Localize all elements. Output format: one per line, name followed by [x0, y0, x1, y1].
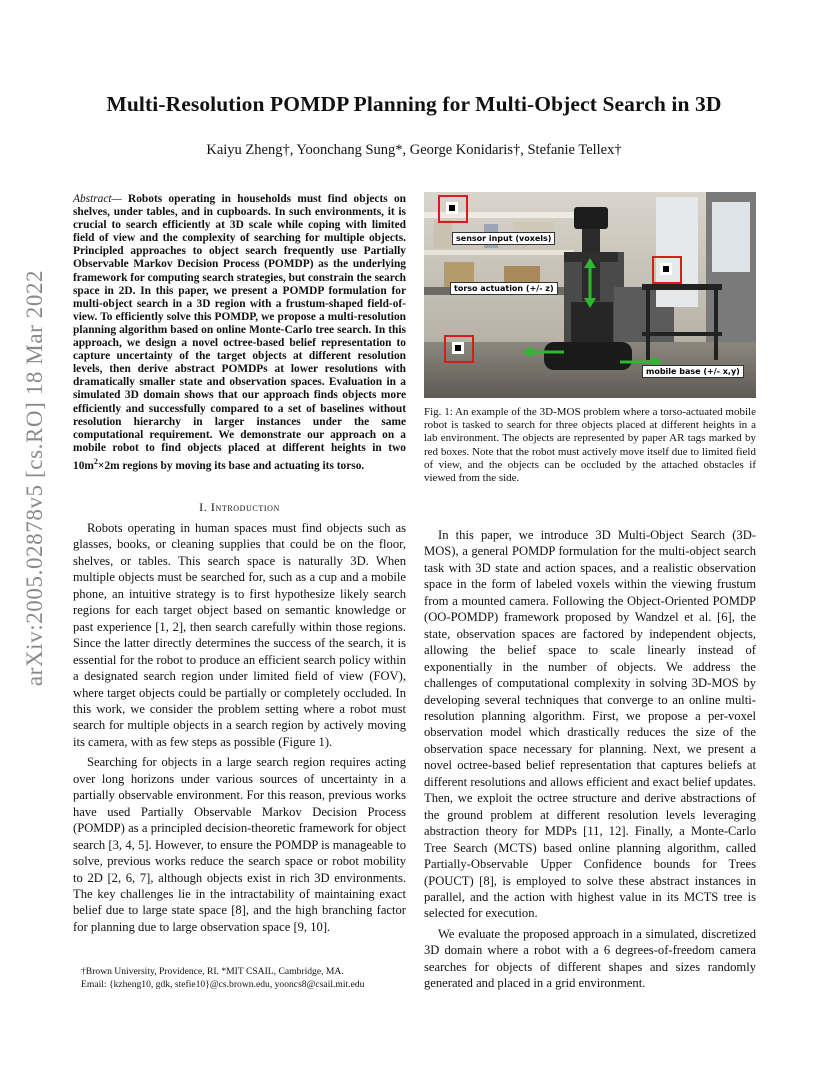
abstract-tail: ×2m regions by moving its base and actuating its torso.	[97, 459, 365, 472]
paper-authors: Kaiyu Zheng†, Yoonchang Sung*, George Konidaris†, Stefanie Tellex†	[206, 142, 622, 158]
paper-title: Multi-Resolution POMDP Planning for Multi-Object Search in 3D	[106, 92, 722, 116]
right-paragraph-1: In this paper, we introduce 3D Multi-Object Search (3D-MOS), a general POMDP formulation for the multi-object search task with 3D state and action spaces, and a realistic observation space in the form of labeled voxels within the viewing frustum from a mounted camera. Following the Object-Oriented POMDP (OO-POMDP) framework proposed by Wandzel et al. [6], the state, observation spaces are factored by independent objects, allowing the belief space to scale linearly instead of exponentially in the number of objects. We address the challenges of computational complexity in solving 3D-MOS by developing several techniques that converge to an online multi-resolution planning algorithm. First, we propose a per-voxel observation model which drastically reduces the size of the observation space necessary for planning. Next, we present a novel octree-based belief representation that captures beliefs at different resolutions and allows efficient and exact belief updates. Then, we exploit the octree structure and derive abstractions of the ground problem at different resolution levels leveraging abstraction theory for MDPs [11, 12]. Finally, a Monte-Carlo Tree Search (MCTS) based online planning algorithm, called Partially-Observable Upper Confidence bounds for Trees (POUCT) [8], is employed to solve these abstract instances in parallel, and the action with highest value in its MCTS tree is selected for execution.	[424, 528, 756, 921]
section-heading: I. Introduction	[199, 500, 280, 514]
abstract-sup: 2	[93, 456, 98, 466]
label-sensor-input: sensor input (voxels)	[452, 232, 555, 245]
intro-column	[73, 520, 406, 939]
abstract-lead: Abstract—	[73, 193, 122, 205]
right-column	[424, 527, 756, 996]
figure-robot-photo	[424, 192, 756, 398]
ar-tag-box-bottom	[444, 335, 474, 363]
intro-paragraph-2: Searching for objects in a large search region requires acting over long horizons under various sources of uncertainty in a partially observable environment. For this reason, previous works have used Partially Observable Markov Decision Process (POMDP) as a principled decision-theoretic framework for object search [3, 4, 5]. However, to ensure the POMDP is manageable to solve, previous works reduce the search space or robot mobility to 2D [2, 6, 7], although objects exist in rich 3D environments. The key challenges lie in the intractability of maintaining exact belief due to large state space [8], and the high branching factor for planning due to large observation space [9, 10].	[73, 755, 406, 934]
arxiv-watermark	[20, 269, 51, 687]
abstract-text: Robots operating in households must find objects on shelves, under tables, and in cupboards. In such environments, it is crucial to search efficiently at 3D scale while coping with limited field of view and the complexity of searching for multiple objects. Principled approaches to object search frequently use Partially Observable Markov Decision Process (POMDP) as the underlying framework for computing search strategies, but constrain the search space in 2D. In this paper, we present a POMDP formulation for multi-object search in a 3D region with a frustum-shaped field-of-view. To efficiently solve this POMDP, we propose a multi-resolution planning algorithm based on online Monte-Carlo tree search. In this approach, we design a novel octree-based belief representation to capture uncertainty of the target objects at different resolution levels, then derive abstract POMDPs at lower resolutions with dramatically smaller state and observation spaces. Evaluation in a simulated 3D domain shows that our approach finds objects more efficiently and successfully compared to a set of baselines without resolution hierarchy in larger instances under the same computational requirement. We demonstrate our approach on a mobile robot to find objects placed at different heights in two 10m	[73, 193, 406, 472]
arxiv-id: arXiv:2005.02878v5 [cs.RO] 18 Mar 2022	[22, 269, 47, 687]
abstract	[73, 193, 406, 473]
label-torso-actuation: torso actuation (+/- z)	[450, 282, 558, 295]
footnote-affiliations: †Brown University, Providence, RI. *MIT CSAIL, Cambridge, MA.	[81, 966, 344, 977]
figure-caption: Fig. 1: An example of the 3D-MOS problem where a torso-actuated mobile robot is tasked to search for three objects placed at different heights in a lab environment. The objects are represented by paper AR tags marked by red boxes. Note that the robot must actively move itself due to limited field of view, and the objects can be occluded by the attached obstacles if viewed from the side.	[424, 406, 756, 485]
label-mobile-base: mobile base (+/- x,y)	[642, 365, 744, 378]
right-paragraph-2: We evaluate the proposed approach in a simulated, discretized 3D domain where a robot with a 6 degrees-of-freedom camera searches for objects of different shapes and sizes randomly generated and placed in a grid environment.	[424, 926, 756, 991]
intro-paragraph-1: Robots operating in human spaces must find objects such as glasses, books, or cleaning supplies that could be on the floor, shelves, or tables. This search space is naturally 3D. When multiple objects must be searched for, such as a cup and a mobile phone, an intuitive strategy is to first hypothesize likely search regions for each target object based on semantic knowledge or past experience [1, 2], then search carefully within those regions. Since the latter directly determines the success of the search, it is essential for the robot to produce an efficient search policy within a designated search region under limited field of view (FOV), where target objects could be partially or completely occluded. In this work, we consider the problem setting where a robot must search for multiple objects in a search region by actively moving its camera, with as few steps as possible (Figure 1).	[73, 521, 406, 749]
footnote-email: Email: {kzheng10, gdk, stefie10}@cs.brown.edu, yooncs8@csail.mit.edu	[81, 979, 365, 990]
footnote	[73, 965, 406, 991]
ar-tag-box-right	[652, 256, 682, 284]
ar-tag-box-top	[438, 195, 468, 223]
